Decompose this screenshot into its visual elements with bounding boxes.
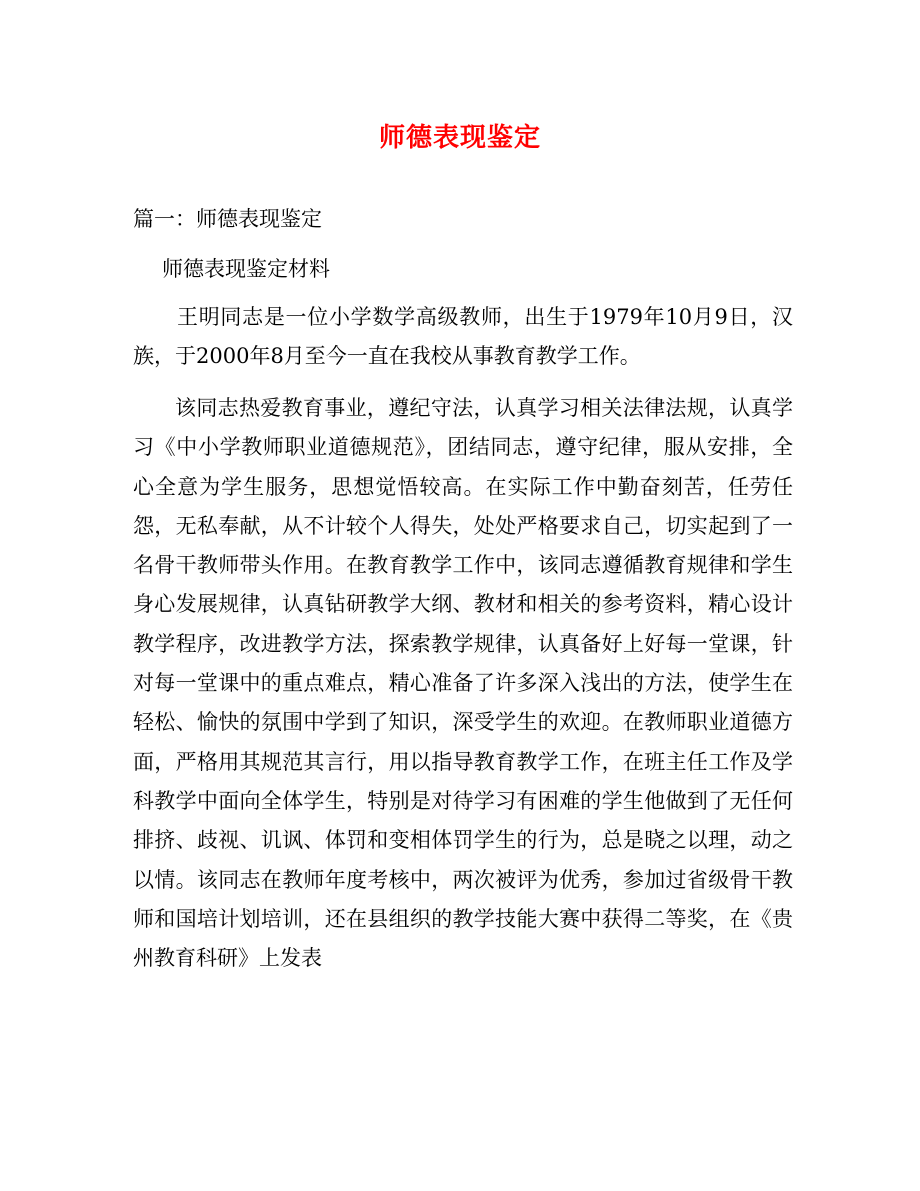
sub-heading: 师德表现鉴定材料 bbox=[162, 257, 330, 281]
paragraph-evaluation: 该同志热爱教育事业，遵纪守法，认真学习相关法律法规，认真学习《中小学教师职业道德规范》，团结同志，遵守纪律，服从安排，全心全意为学生服务，思想觉悟较高。在实际工作中勤奋刻苦，任劳任怨，无私奉献，从不计较个人得失，处处严格要求自己，切实起到了一名骨干教师带头作用。在教育教学工作中，该同志遵循教育规律和学生身心发展规律，认真钻研教学大纲、教材和相关的参考资料，精心设计教学程序，改进教学方法，探索教学规律，认真备好上好每一堂课，针对每一堂课中的重点难点，精心准备了许多深入浅出的方法，使学生在轻松、愉快的氛围中学到了知识，深受学生的欢迎。在教师职业道德方面，严格用其规范其言行，用以指导教育教学工作，在班主任工作及学科教学中面向全体学生，特别是对待学习有困难的学生他做到了无任何排挤、歧视、讥讽、体罚和变相体罚学生的行为，总是晓之以理，动之以情。该同志在教师年度考核中，两次被评为优秀，参加过省级骨干教师和国培计划培训，还在县组织的教学技能大赛中获得二等奖，在《贵州教育科研》上发表 bbox=[133, 396, 793, 971]
section-heading: 篇一：师德表现鉴定 bbox=[133, 207, 322, 231]
document-title: 师德表现鉴定 bbox=[378, 123, 541, 153]
paragraph-intro: 王明同志是一位小学数学高级教师，出生于1979年10月9日，汉族，于2000年8月至今一直在我校从事教育教学工作。 bbox=[133, 305, 793, 369]
